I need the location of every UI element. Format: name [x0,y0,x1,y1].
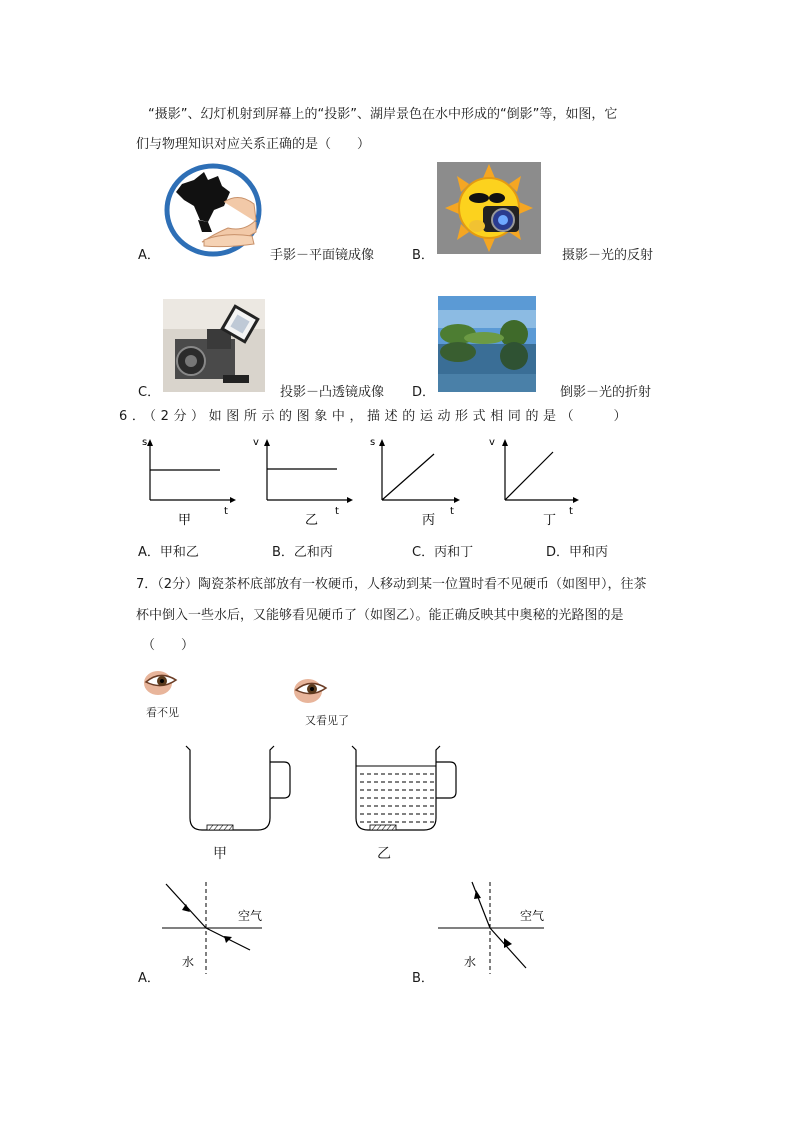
eye-icon [142,668,178,698]
q7-stem-line-3: （ ） [142,638,195,653]
cup-yi [346,742,462,838]
cup-jia [180,742,296,838]
graph-ding-xlabel: t [569,506,573,517]
eye1-label: 看不见 [146,706,179,719]
graph-yi [255,432,355,530]
q5-option-b-letter: B． [412,248,434,263]
eye-icon [292,676,328,706]
q5-option-b-caption: 摄影－光的反射 [562,248,654,263]
q7-stem-line-2: 杯中倒入一些水后，又能够看见硬币了（如图乙）。能正确反映其中奥秘的光路图的是 [136,608,624,623]
graph-yi-ylabel: v [253,437,259,448]
q5-option-c-letter: C． [138,385,161,400]
q7-stem-line-1: 7．（2分）陶瓷茶杯底部放有一枚硬币，人移动到某一位置时看不见硬币（如图甲），往茶 [136,577,647,592]
graph-bing-name: 丙 [422,513,436,528]
cup-yi-label: 乙 [377,846,391,862]
q5-option-a-caption: 手影－平面镜成像 [270,248,375,263]
graph-bing-xlabel: t [450,506,454,517]
sun-camera-image [437,162,541,254]
q7-option-b: B． [412,971,434,986]
diagram-b-air-label: 空气 [520,909,545,923]
q6-option-d: D．甲和丙 [546,545,609,560]
q5-stem-line-1: “摄影”、幻灯机射到屏幕上的“投影”、湖岸景色在水中形成的“倒影”等，如图，它 [148,107,618,122]
q5-option-c-caption: 投影－凸透镜成像 [280,385,385,400]
diagram-a-air-label: 空气 [238,909,263,923]
graph-yi-xlabel: t [335,506,339,517]
graph-jia-ylabel: s [142,437,148,448]
q6-stem: 6．（2分）如图所示的图象中，描述的运动形式相同的是（ ） [119,409,632,424]
q5-option-a-letter: A． [138,248,160,263]
graph-bing [370,432,470,530]
graph-jia [138,432,238,530]
q5-option-d-letter: D． [412,385,436,400]
q6-option-b: B．乙和丙 [272,545,333,560]
lake-reflection-image [438,296,536,392]
q5-stem-line-2: 们与物理知识对应关系正确的是（ ） [136,137,371,152]
cup-jia-label: 甲 [213,846,227,862]
graph-bing-ylabel: s [370,437,376,448]
graph-yi-name: 乙 [305,513,319,528]
q6-option-c: C．丙和丁 [412,545,474,560]
diagram-a-water-label: 水 [182,955,195,969]
q5-option-d-caption: 倒影－光的折射 [560,385,652,400]
graph-ding-ylabel: v [489,437,495,448]
light-path-a [158,876,278,976]
graph-ding [489,432,593,530]
eye2-label: 又看见了 [305,714,349,727]
hand-shadow-image [164,162,262,254]
graph-jia-xlabel: t [224,506,228,517]
graph-ding-name: 丁 [543,513,557,528]
diagram-b-water-label: 水 [464,955,477,969]
q6-option-a: A．甲和乙 [138,545,199,560]
graph-jia-name: 甲 [178,513,192,528]
q7-option-a: A． [138,971,160,986]
light-path-b [434,876,554,976]
slide-projector-image [163,299,265,392]
